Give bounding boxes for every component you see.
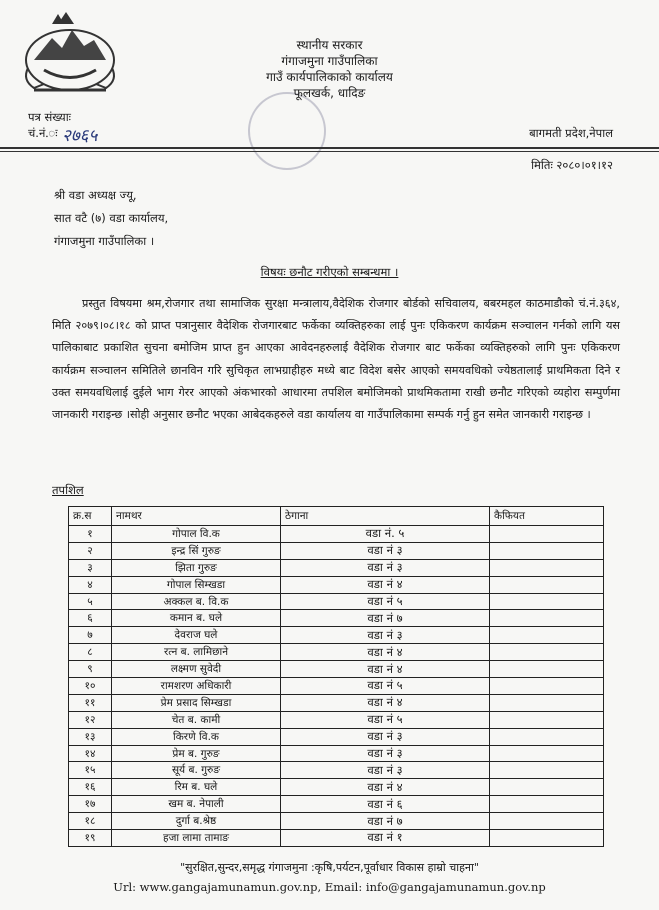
row-address: वडा नं ६ [281,796,490,813]
header-name: नामथर [112,507,281,526]
row-remarks [490,542,604,559]
row-serial: १४ [69,745,112,762]
row-address: वडा नं ५ [281,678,490,695]
dispatch-number-label: चं.नं.ः [28,126,58,140]
row-name: दुर्गा ब.श्रेष्ठ [112,813,281,830]
row-name: हजा लामा तामाङ [112,830,281,847]
table-row [69,559,604,576]
row-serial: १२ [69,711,112,728]
row-serial: ७ [69,627,112,644]
table-row [69,830,604,847]
row-serial: ६ [69,610,112,627]
row-serial: ११ [69,694,112,711]
row-name: चेत ब. कामी [112,711,281,728]
row-serial: १ [69,526,112,543]
row-address: वडा नं ४ [281,644,490,661]
letter-body: प्रस्तुत विषयमा श्रम,रोजगार तथा सामाजिक सुरक्षा मन्त्रालाय,वैदेशिक रोजगार बोर्डको सचिवालय, बबरमहल काठमाडौको चं.नं.३६४, मिति २०७९।०८।१८ को प्राप्त पत्रानुसार वैदेशिक रोजगारबाट फर्केका व्यक्तिहरुका लाई पुनः एकिकरण कार्यक्रम सञ्चालन गर्नको लागि यस पालिकाबाट प्रकाशित सुचना बमोजिम प्राप्त हुन आएका आवेदनहरुलाई वैदेशिक रोजगार बाट फर्केका व्यक्तिहरुको लागि पुनः एकिकरण कार्यक्रम सञ्चालन समितिले छानविन गरि सुचिकृत लाभग्राहीहरु मध्ये बाट विदेश बसेर आएको समयवधिको ज्येष्ठतालाई प्राथमिकता दिने र उक्त समयवधिलाई दुईले भाग गेरर आएको अंकभारको आधारमा तपशिल बमोजिमको प्राथमिकतामा राखी छनौट गरिएको व्यहोरा सम्पुर्णमा जानकारी गराइन्छ ।सोही अनुसार छनौट भएका आबेदकहरुले वडा कार्यालय वा गाउँपालिकामा सम्पर्क गर्नु हुन समेत जानकारी गराइन्छ । [52,297,620,422]
header-divider-thin [0,151,659,152]
row-address: वडा नं ३ [281,762,490,779]
row-remarks [490,610,604,627]
row-name: रिम ब. घले [112,779,281,796]
recipient-line-2: सात वटै (७) वडा कार्यालय, [54,211,169,225]
recipient-line-3: गंगाजमुना गाउँपालिका । [54,234,155,248]
row-remarks [490,779,604,796]
row-remarks [490,627,604,644]
row-address: वडा नं ५ [281,593,490,610]
row-serial: २ [69,542,112,559]
letter-date: मितिः २०८०।०१।१२ [531,158,613,172]
table-row [69,542,604,559]
row-remarks [490,830,604,847]
row-address: वडा नं ३ [281,627,490,644]
row-remarks [490,576,604,593]
footer-contact: Url: www.gangajamunamun.gov.np, Email: info@gangajamunamun.gov.np [113,880,546,894]
row-name: सूर्य ब. गुरुङ [112,762,281,779]
table-row [69,661,604,678]
row-address: वडा नं ३ [281,728,490,745]
table-row [69,813,604,830]
row-remarks [490,745,604,762]
row-address: वडा नं. ५ [281,526,490,543]
header-local-government: स्थानीय सरकार [296,38,363,52]
row-address: वडा नं ५ [281,711,490,728]
row-name: रत्न ब. लामिछाने [112,644,281,661]
row-serial: १७ [69,796,112,813]
selection-table [68,506,604,847]
row-serial: १९ [69,830,112,847]
dispatch-number-value: २७६५ [62,126,98,146]
row-remarks [490,728,604,745]
row-name: खम ब. नेपाली [112,796,281,813]
row-serial: ३ [69,559,112,576]
table-body [69,526,604,847]
row-name: गोपाल वि.क [112,526,281,543]
row-serial: १० [69,678,112,695]
letter-subject: विषयः छनौट गरीएको सम्बन्धमा । [260,265,399,279]
row-name: किरणे वि.क [112,728,281,745]
row-remarks [490,694,604,711]
row-serial: ५ [69,593,112,610]
row-serial: ८ [69,644,112,661]
row-address: वडा नं ३ [281,542,490,559]
table-row [69,593,604,610]
footer-slogan: "सुरक्षित,सुन्दर,समृद्ध गंगाजमुना :कृषि,पर्यटन,पूर्वाधार विकास हाम्रो चाहना" [180,861,479,874]
row-remarks [490,762,604,779]
row-address: वडा नं ७ [281,813,490,830]
row-name: अक्कल ब. वि.क [112,593,281,610]
header-municipality-name: गंगाजमुना गाउँपालिका [281,54,378,68]
row-name: प्रेम प्रसाद सिम्खडा [112,694,281,711]
province-label: बागमती प्रदेश,नेपाल [529,126,613,140]
row-serial: १८ [69,813,112,830]
header-address: ठेगाना [281,507,490,526]
row-remarks [490,559,604,576]
table-row [69,779,604,796]
row-remarks [490,796,604,813]
table-row [69,576,604,593]
row-remarks [490,678,604,695]
row-name: प्रेम ब. गुरुङ [112,745,281,762]
table-row [69,762,604,779]
table-row [69,745,604,762]
header-location: फूलखर्क, धादिङ [293,86,366,100]
row-serial: ४ [69,576,112,593]
row-name: रामशरण अधिकारी [112,678,281,695]
row-name: कमान ब. घले [112,610,281,627]
row-name: देवराज घले [112,627,281,644]
row-remarks [490,593,604,610]
header-serial: क्र.स [69,507,112,526]
row-remarks [490,526,604,543]
table-header-row [69,507,604,526]
table-row [69,678,604,695]
row-remarks [490,711,604,728]
table-row [69,644,604,661]
row-address: वडा नं ४ [281,779,490,796]
row-name: झिता गुरुङ [112,559,281,576]
header-remarks: कैफियत [490,507,604,526]
header-divider [0,147,659,149]
details-heading: तपशिल [52,483,84,497]
table-row [69,627,604,644]
recipient-line-1: श्री वडा अध्यक्ष ज्यू, [54,188,137,202]
row-serial: १५ [69,762,112,779]
header-office-name: गाउँ कार्यपालिकाको कार्यालय [266,70,393,84]
row-remarks [490,661,604,678]
row-name: इन्द्र सिं गुरुङ [112,542,281,559]
table-row [69,711,604,728]
row-address: वडा नं १ [281,830,490,847]
row-address: वडा नं ४ [281,576,490,593]
row-address: वडा नं ४ [281,694,490,711]
row-address: वडा नं ७ [281,610,490,627]
office-seal [248,92,326,170]
row-remarks [490,813,604,830]
row-name: लक्ष्मण सुवेदी [112,661,281,678]
row-address: वडा नं ३ [281,745,490,762]
table-row [69,694,604,711]
row-serial: १३ [69,728,112,745]
row-remarks [490,644,604,661]
table-row [69,610,604,627]
letter-number-label: पत्र संख्याः [28,110,72,124]
row-name: गोपाल सिम्खडा [112,576,281,593]
row-serial: १६ [69,779,112,796]
row-address: वडा नं ४ [281,661,490,678]
table-row [69,728,604,745]
table-row [69,526,604,543]
row-serial: ९ [69,661,112,678]
table-row [69,796,604,813]
row-address: वडा नं ३ [281,559,490,576]
